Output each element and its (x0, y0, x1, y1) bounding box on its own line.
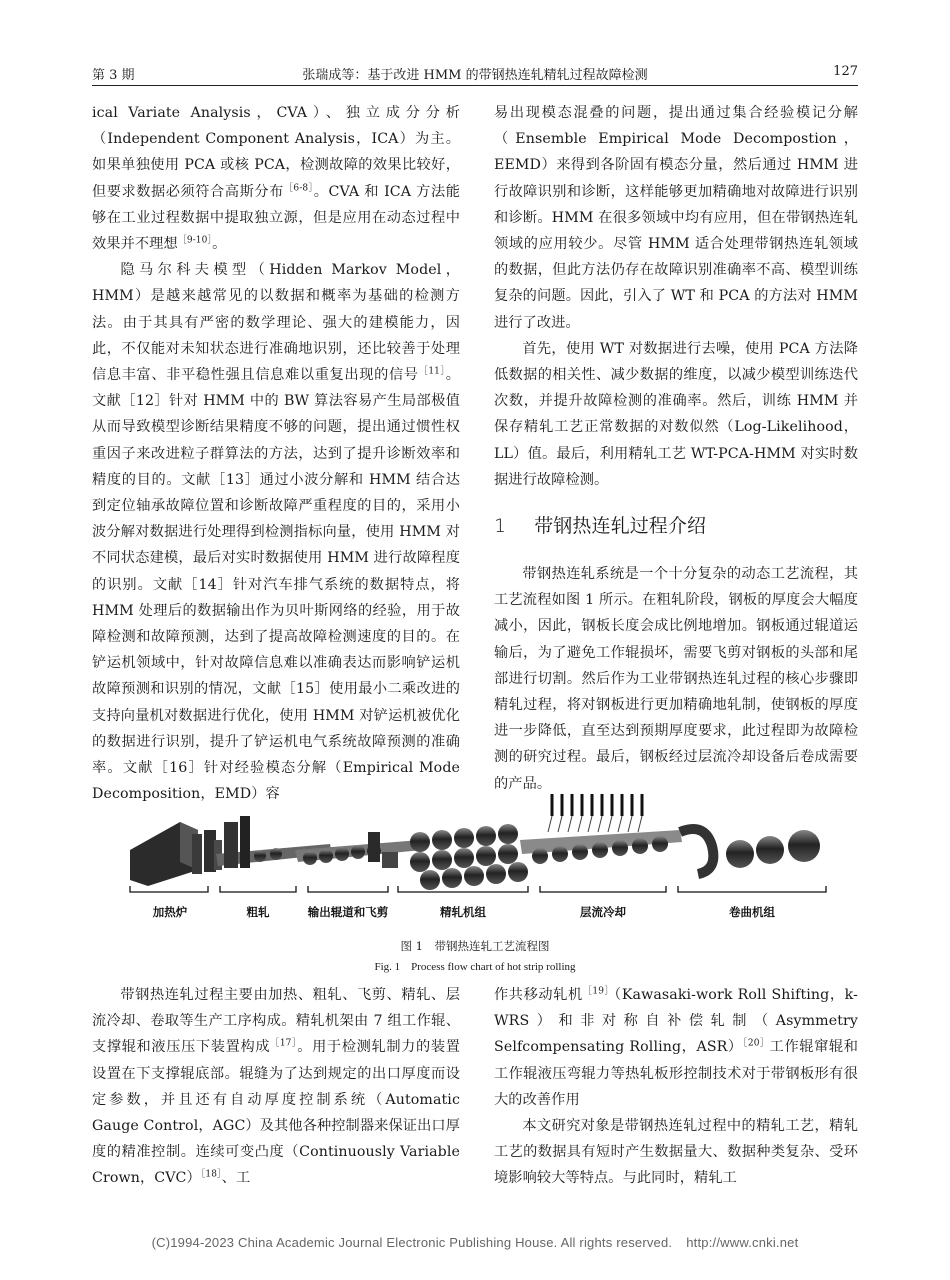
laminar-cooling-graphic (520, 794, 682, 864)
paragraph: 易出现模态混叠的问题，提出通过集合经验模记分解（Ensemble Empirical Mode Decompostion，EEMD）来得到各阶固有模态分量，然后通过 HMM 进行故障识别和诊断，这样能够更加精确地对故障进行识别和诊断。HMM 在很多领域中均有应用，但在带钢热连轧领域的应用较少。尽管 HMM 适合处理带钢热连轧领域的数据，但此方法仍存在故障识别准确率不高、模型训练复杂的问题。因此，引入了 WT 和 PCA 的方法对 HMM 进行了改进。 (494, 105, 858, 331)
stage-label-runout-shear: 输出辊道和飞剪 (307, 905, 389, 919)
section-title: 带钢热连轧过程介绍 (534, 515, 707, 538)
header-divider (92, 85, 858, 86)
copyright-footer (0, 1235, 950, 1250)
paragraph: 本文研究对象是带钢热连轧过程中的精轧工艺，精轧工艺的数据具有短时产生数据量大、数据种类复杂、受环境影响较大等特点。与此同时，精轧工 (494, 1118, 858, 1187)
footer-link[interactable]: http://www.cnki.net (686, 1235, 799, 1250)
right-column-bottom (494, 982, 858, 1192)
finishing-mill-graphic (410, 824, 528, 890)
citation[interactable]: ［19］ (582, 986, 615, 997)
figure-caption-cn: 图 1 带钢热连轧工艺流程图 (400, 939, 550, 953)
coiler-graphic (680, 829, 820, 874)
paragraph: 隐马尔科夫模型（Hidden Markov Model，HMM）是越来越常见的以数据和概率为基础的检测方法。由于其具有严密的数学理论、强大的建模能力，因此，不仅能对未知状态进行准确地识别，还比较善于处理信息丰富、非平稳性强且信息难以重复出现的信号$^{[11]}$。文献［12］针对 HMM 中的 BW 算法容易产生局部极值从而导致模型诊断结果精度不够的问题，提出通过惯性权重因子来改进粒子群算法的方法，达到了提升诊断效率和精度的目的。文献［13］通过小波分解和 HMM 结合达到定位轴承故障位置和诊断故障严重程度的目的，采用小波分解对数据进行处理得到检测指标向量，使用 HMM 对不同状态建模，最后对实时数据使用 HMM 进行故障程度的识别。文献［14］针对汽车排气系统的数据特点，将 HMM 处理后的数据输出作为贝叶斯网络的经验，用于故障检测和故障预测，达到了提高故障检测速度的目的。在铲运机领域中，针对故障信息难以准确表达而影响铲运机故障预测和识别的情况，文献［15］使用最小二乘改进的支持向量机对数据进行优化，使用 HMM 对铲运机被优化的数据进行识别，提升了铲运机电气系统故障预测的准确率。文献［16］针对经验模态分解（Empirical Mode Decomposition，EMD）容 (92, 262, 461, 803)
citation[interactable]: ［20］ (742, 1038, 770, 1049)
section-heading (494, 513, 858, 539)
stage-label-cooling: 层流冷却 (580, 905, 626, 919)
paragraph: ical Variate Analysis，CVA）、独立成分分析（Independent Component Analysis，ICA）为主。如果单独使用 PCA 或核 PCA，检测故障的效果比较好，但要求数据必须符合高斯分布$^{[6-8]}$。CVA 和 ICA 方法能够在工业过程数据中提取独立源，但是应用在动态过程中效果并不理想$^{[9-10]}$。 (92, 105, 460, 253)
citation[interactable]: ［11］ (418, 366, 446, 377)
right-column-top (494, 100, 858, 797)
citation[interactable]: ［18］ (200, 1169, 222, 1180)
citation[interactable]: ［17］ (270, 1038, 298, 1049)
stage-label-roughing: 粗轧 (246, 905, 270, 919)
stage-label-furnace: 加热炉 (152, 905, 188, 919)
copyright-text: (C)1994-2023 China Academic Journal Electronic Publishing House. All rights reserved. (151, 1235, 673, 1250)
figure-1-process-flow (120, 792, 830, 932)
flying-shear-graphic (295, 832, 422, 868)
furnace-graphic (130, 822, 222, 886)
stage-brackets (130, 886, 826, 892)
figure-caption-en: Fig. 1 Process flow chart of hot strip rolling (374, 961, 576, 973)
left-column-top (92, 100, 460, 807)
paragraph: 带钢热连轧系统是一个十分复杂的动态工艺流程，其工艺流程如图 1 所示。在粗轧阶段，钢板的厚度会大幅度减小，因此，钢板长度会成比例地增加。钢板通过辊道运输后，为了避免工作辊损坏，需要飞剪对钢板的头部和尾部进行切割。然后作为工业带钢热连轧过程的核心步骤即精轧过程，将对钢板进行更加精确地轧制，使钢板的厚度进一步降低，直至达到预期厚度要求，此过程即为故障检测的研究过程。最后，钢板经过层流冷却设备后卷成需要的产品。 (494, 566, 858, 792)
process-flow-diagram (120, 792, 830, 932)
section-number: 1 (494, 515, 507, 538)
stage-label-coiler: 卷曲机组 (729, 905, 775, 919)
left-column-bottom (92, 982, 460, 1192)
running-title: 张瑞成等：基于改进 HMM 的带钢热连轧精轧过程故障检测 (302, 68, 648, 83)
stage-label-finishing: 精轧机组 (440, 905, 486, 919)
paragraph: 首先，使用 WT 对数据进行去噪，使用 PCA 方法降低数据的相关性、减少数据的维度，以减少模型训练迭代次数，并提升故障检测的准确率。然后，训练 HMM 并保存精轧工艺正常数据的对数似然（Log-Likelihood，LL）值。最后，利用精轧工艺 WT-PCA-HMM 对实时数据进行故障检测。 (494, 340, 858, 488)
issue-label: 第 3 期 (92, 68, 135, 83)
citation[interactable]: ［6-8］ (283, 182, 314, 193)
citation[interactable]: ［9-10］ (177, 235, 213, 246)
paragraph: 作共移动轧机$^{[19]}$（Kawasaki-work Roll Shifting，k-WRS）和非对称自补偿轧制（Asymmetry Selfcompensating Rolling，ASR）$^{[20]}$工作辊窜辊和工作辊液压弯辊力等热轧板形控制技术对于带钢板形有很大的改善作用 (494, 986, 858, 1108)
page-number: 127 (833, 64, 858, 79)
paragraph: 带钢热连轧过程主要由加热、粗轧、飞剪、精轧、层流冷却、卷取等生产工序构成。精轧机架由 7 组工作辊、支撑辊和液压压下装置构成$^{[17]}$。用于检测轧制力的装置设置在下支撑辊底部。辊缝为了达到规定的出口厚度而设定参数，并且还有自动厚度控制系统（Automatic Gauge Control，AGC）及其他各种控制器来保证出口厚度的精准控制。连续可变凸度（Continuously Variable Crown，CVC）$^{[18]}$、工 (92, 987, 461, 1187)
running-header (92, 58, 858, 84)
